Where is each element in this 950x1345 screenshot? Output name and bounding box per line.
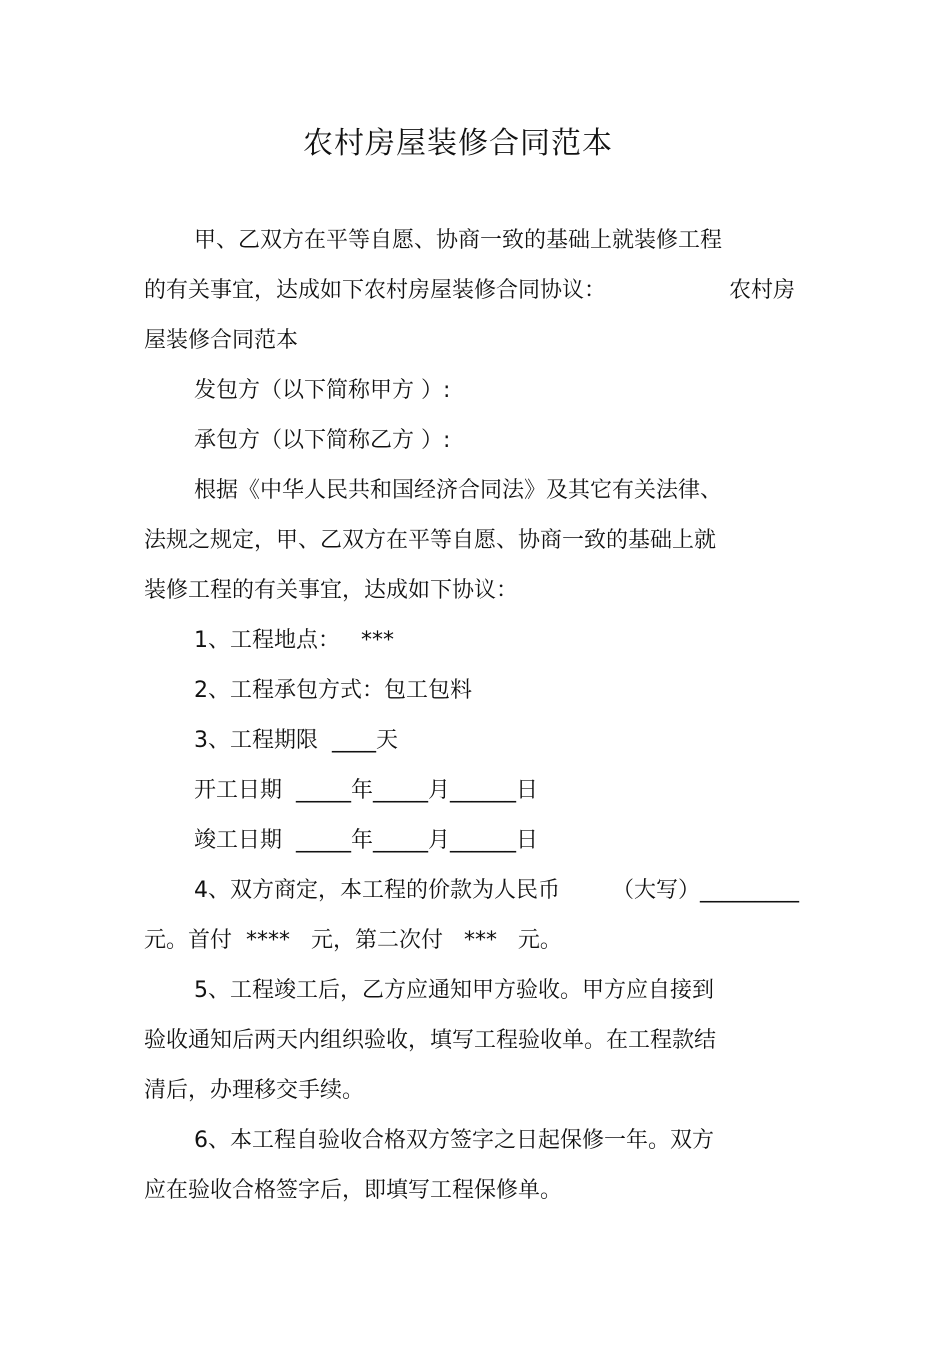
paragraph-intro-line-2-tail: 农村房: [729, 278, 796, 303]
clause-1-location: 1、工程地点： ***: [194, 628, 394, 653]
paragraph-basis-line-1: 根据《中华人民共和国经济合同法》及其它有关法律、: [194, 478, 723, 503]
clause-5-line-2: 验收通知后两天内组织验收，填写工程验收单。在工程款结: [144, 1028, 717, 1053]
clause-5-line-1: 5、工程竣工后，乙方应通知甲方验收。甲方应自接到: [194, 978, 714, 1003]
clause-4-price-line-2: 元。首付 **** 元，第二次付 *** 元。: [144, 928, 562, 953]
clause-3-duration: 3、工程期限 ____天: [194, 728, 398, 753]
clause-2-contract-mode: 2、工程承包方式：包工包料: [194, 678, 472, 703]
paragraph-intro-line-3: 屋装修合同范本: [144, 328, 299, 353]
clause-6-line-1: 6、本工程自验收合格双方签字之日起保修一年。双方: [194, 1128, 714, 1153]
paragraph-intro-line-2: 的有关事宜，达成如下农村房屋装修合同协议：: [144, 278, 607, 303]
start-date-line: 开工日期 _____年_____月______日: [194, 778, 538, 803]
paragraph-basis-line-3: 装修工程的有关事宜，达成如下协议：: [144, 578, 519, 603]
paragraph-intro-line-1: 甲、乙双方在平等自愿、协商一致的基础上就装修工程: [194, 228, 723, 253]
clause-4-price-line-1-tail: （大写）_________: [612, 878, 800, 903]
party-b-line: 承包方（以下简称乙方 ）:: [194, 428, 451, 453]
document-title: 农村房屋装修合同范本: [303, 126, 613, 161]
clause-5-line-3: 清后，办理移交手续。: [144, 1078, 365, 1103]
party-a-line: 发包方（以下简称甲方 ）:: [194, 378, 451, 403]
clause-4-price-line-1: 4、双方商定，本工程的价款为人民币: [194, 878, 560, 903]
completion-date-line: 竣工日期 _____年_____月______日: [194, 828, 538, 853]
paragraph-basis-line-2: 法规之规定，甲、乙双方在平等自愿、协商一致的基础上就: [144, 528, 717, 553]
clause-6-line-2: 应在验收合格签字后，即填写工程保修单。: [144, 1178, 563, 1203]
